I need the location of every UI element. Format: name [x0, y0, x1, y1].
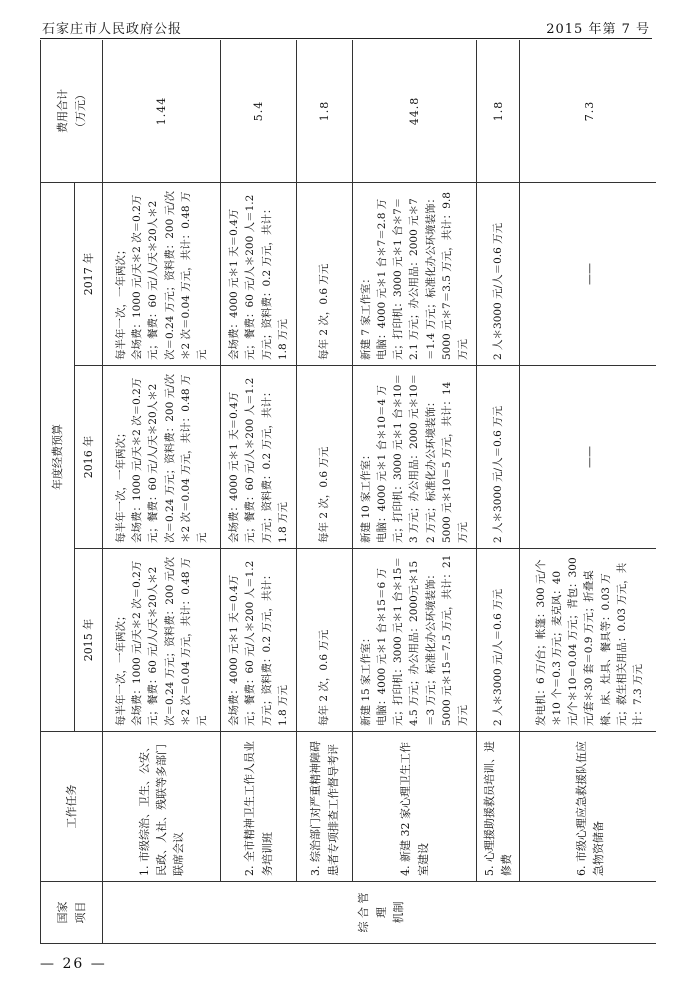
- budget-2015-cell: 每年 2 次，0.6 万元: [297, 549, 353, 732]
- budget-2017-cell: 每半年一次，一年两次； 会场费：1000 元/天＊2 次＝0.2万元；餐费：60 元/人/天＊20人＊2 次＝0.24 万元；资料费：200 元/次＊2 次＝0.04 万元，共计：0.48 万元: [103, 182, 221, 365]
- budget-2015-cell: 2 人＊3000 元/人＝0.6 万元: [477, 549, 520, 732]
- journal-title: 石家庄市人民政府公报: [42, 22, 183, 37]
- budget-2017-cell: ——: [520, 182, 656, 365]
- budget-2017-cell: 每年 2 次，0.6 万元: [297, 182, 353, 365]
- table-row: [520, 40, 656, 944]
- task-cell: 5. 心理援助援救员培训、进修费: [477, 732, 520, 882]
- total-cell: 44.8: [353, 40, 477, 182]
- col-budget-group: 年度经费预算: [41, 182, 75, 731]
- task-cell: 6. 市级心理应急救援队伍应急物资储备: [520, 732, 656, 882]
- budget-2017-cell: 2 人＊3000 元/人＝0.6 万元: [477, 182, 520, 365]
- col-2016: 2016 年: [75, 366, 103, 549]
- task-cell: 4. 新建 32 家心理卫生工作室建设: [353, 732, 477, 882]
- budget-table-area: [40, 40, 656, 944]
- col-total: 费用合计 （万元）: [41, 40, 103, 182]
- budget-2015-cell: 新建 15 家工作室： 电脑：4000 元＊1 台＊15＝6 万元；打印机：3000 元＊1 台＊15＝4.5 万元；办公用品：2000元＊15＝3 万元；标准化办公环境装饰：5000 元＊15＝7.5 万元，共计：21 万元: [353, 549, 477, 732]
- budget-2016-cell: ——: [520, 366, 656, 549]
- total-cell: 1.8: [297, 40, 353, 182]
- total-cell: 7.3: [520, 40, 656, 182]
- header-rule: [40, 38, 652, 39]
- budget-2016-cell: 每半年一次，一年两次； 会场费：1000 元/天＊2 次＝0.2万元；餐费：60 元/人/天＊20人＊2 次＝0.24 万元；资料费：200 元/次＊2 次＝0.04 万元，共计：0.48 万元: [103, 366, 221, 549]
- rotated-table-frame: [40, 40, 656, 944]
- col-project: 国家 项目: [41, 882, 103, 944]
- table-row: [353, 40, 477, 944]
- total-cell: 1.8: [477, 40, 520, 182]
- budget-2015-cell: 每半年一次，一年两次； 会场费：1000 元/天＊2 次＝0.2万元；餐费：60 元/人/天＊20人＊2 次＝0.24 万元；资料费：200 元/次＊2 次＝0.04 万元，共计：0.48 万元: [103, 549, 221, 732]
- task-cell: 2. 全市精神卫生工作人员业务培训班: [221, 732, 297, 882]
- col-2017: 2017 年: [75, 182, 103, 365]
- budget-2016-cell: 新建 10 家工作室： 电脑：4000 元＊1 台＊10＝4 万元；打印机：3000 元＊1 台＊10＝3 万元；办公用品：2000 元＊10＝2 万元；标准化办公环境装饰：5000 元＊10＝5 万元，共计：14 万元: [353, 366, 477, 549]
- category-cell: 综 合 管 理 机制: [103, 882, 657, 944]
- page-number: — 26 —: [40, 956, 107, 972]
- budget-2017-cell: 新建 7 家工作室： 电脑：4000 元＊1 台＊7＝2.8 万元；打印机：3000 元＊1 台＊7＝2.1 万元；办公用品：2000 元＊7＝1.4 万元；标准化办公环境装饰：5000 元＊7＝3.5 万元，共计：9.8 万元: [353, 182, 477, 365]
- table-row: [477, 40, 520, 944]
- budget-table: [40, 40, 656, 944]
- issue-number: 2015 年第 7 号: [546, 22, 650, 37]
- budget-2016-cell: 会场费：4000 元＊1 天＝0.4万元；餐费：60 元/人＊200 人＝1.2 万元；资料费：0.2 万元，共计：1.8 万元: [221, 366, 297, 549]
- budget-2015-cell: 发电机：6 万/台；帐篷：300 元/个＊10 个＝0.3 万元；麦克风：40 元/个＊10＝0.04 万元；背包：300 元/套＊30 套＝0.9 万元；折叠桌椅、床、灶具、餐具等：0.03 万元；救生相关用品：0.03 万元，共计：7.3 万元: [520, 549, 656, 732]
- task-cell: 3. 综治部门对严重精神障碍患者专项排查工作督导考评: [297, 732, 353, 882]
- total-cell: 5.4: [221, 40, 297, 182]
- budget-2016-cell: 2 人＊3000 元/人＝0.6 万元: [477, 366, 520, 549]
- budget-2017-cell: 会场费：4000 元＊1 天＝0.4万元；餐费：60 元/人＊200 人＝1.2 万元；资料费：0.2 万元，共计：1.8 万元: [221, 182, 297, 365]
- task-cell: 1. 市级综治、卫生、公安、民政、人社、残联等多部门联席会议: [103, 732, 221, 882]
- budget-2016-cell: 每年 2 次，0.6 万元: [297, 366, 353, 549]
- col-2015: 2015 年: [75, 549, 103, 732]
- budget-2015-cell: 会场费：4000 元＊1 天＝0.4万元；餐费：60 元/人＊200 人＝1.2 万元；资料费：0.2 万元，共计：1.8 万元: [221, 549, 297, 732]
- total-cell: 1.44: [103, 40, 221, 182]
- table-row: [221, 40, 297, 944]
- table-row: [297, 40, 353, 944]
- col-task: 工作任务: [41, 732, 103, 882]
- table-row: [103, 40, 221, 944]
